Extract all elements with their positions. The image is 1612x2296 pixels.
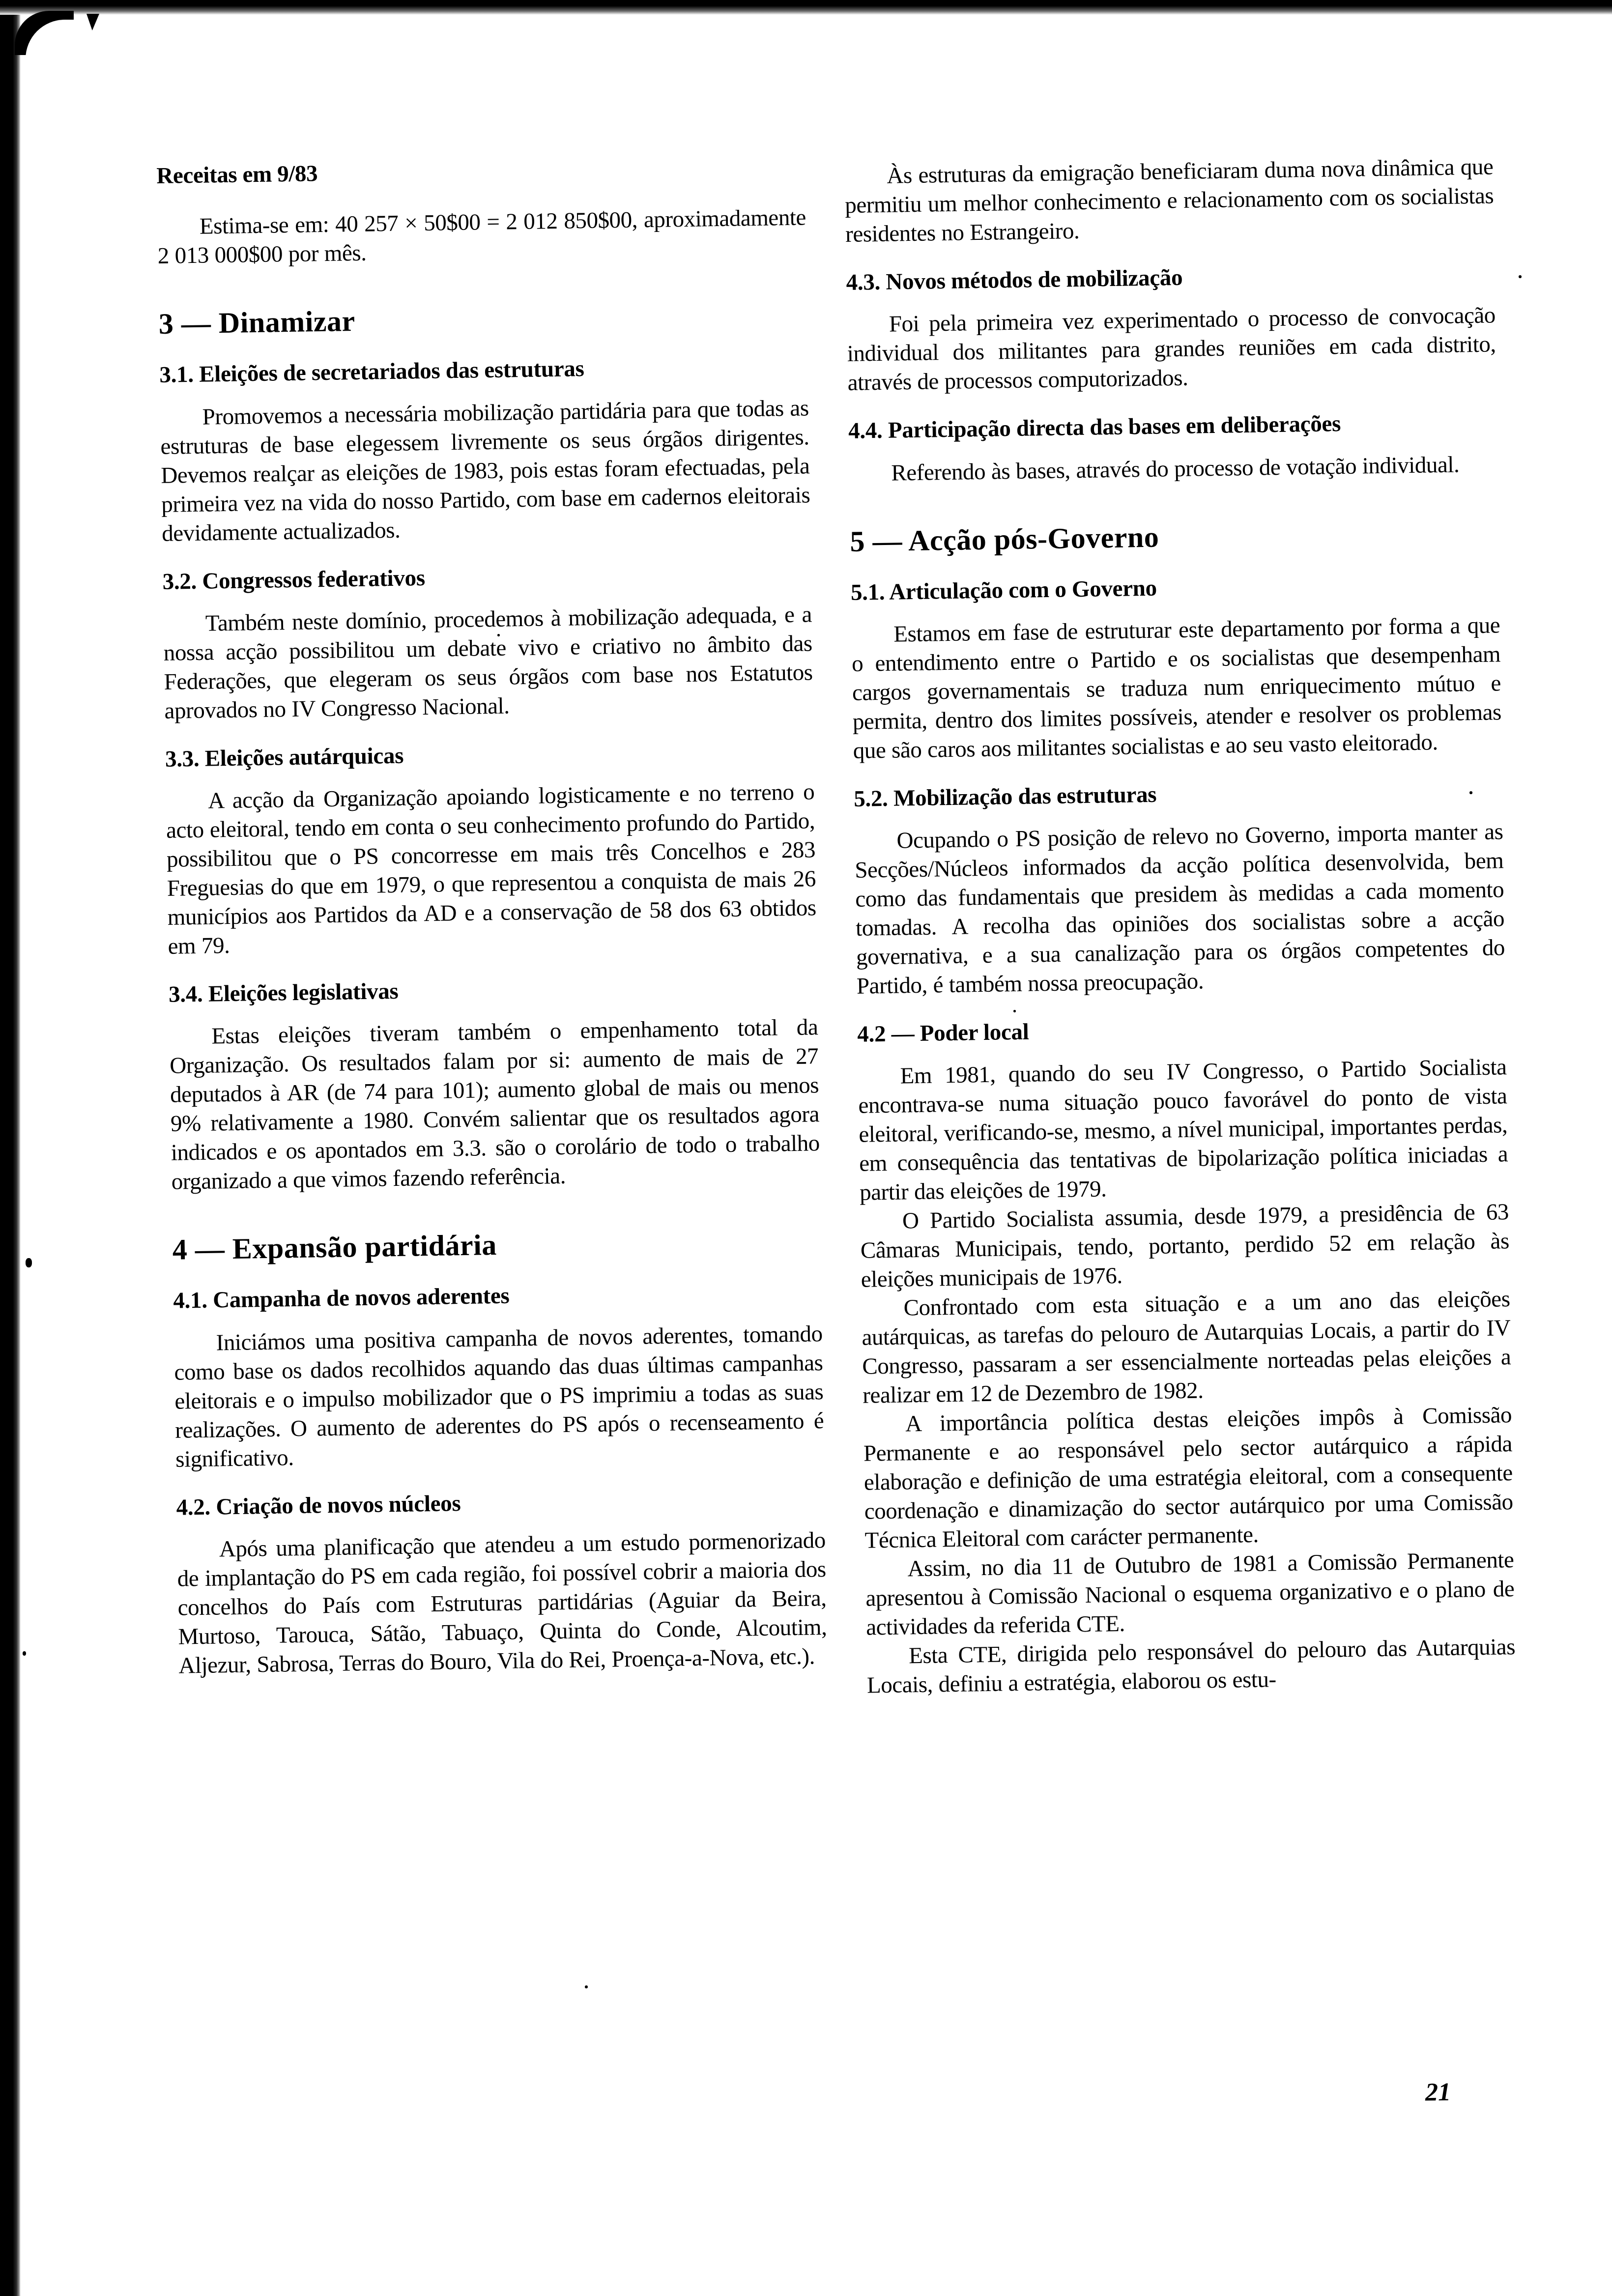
paragraph-3-4: Estas eleições tiveram também o empenhamento total da Organização. Os resultados falam por si: aumento de mais de 27 deputados à AR (de 74 para 101); aumento global de mais ou menos 9% relativamente a 1980. Convém salientar que os resultados agora indicados e os apontados em 3.3. são o corolário de todo o trabalho organizado a que vimos fazendo referência. [169,1014,820,1195]
heading-3-1: 3.1. Eleições de secretariados das estruturas [159,356,584,388]
heading-3-2: 3.2. Congressos federativos [162,565,426,595]
heading-3-3: 3.3. Eleições autárquicas [165,743,404,772]
paragraph-5-1: Estamos em fase de estruturar este departamento por forma a que o entendimento entre o Partido e os socialistas que desempenham cargos governamentais se traduza num enriquecimento mútuo e permita, dentro dos limites possíveis, atender e resolver os problemas que são caros aos militantes socialistas e ao seu vasto eleitorado. [851,612,1502,764]
heading-4-1: 4.1. Campanha de novos aderentes [173,1283,510,1314]
heading-4-2: 4.2. Criação de novos núcleos [176,1490,461,1521]
section-5-title: 5 — Acção pós-Governo [849,520,1159,558]
right-column [844,152,1516,1700]
paragraph-poder-local-2: O Partido Socialista assumia, desde 1979, a presidência de 63 Câmaras Municipais, tendo, portanto, perdido 52 em relação às eleições municipais de 1976. [860,1199,1510,1292]
left-column [156,152,828,1697]
receipts-label: Receitas em 9/83 [156,161,318,189]
heading-4-3: 4.3. Novos métodos de mobilização [846,264,1183,295]
heading-5-2: 5.2. Mobilização das estruturas [853,781,1157,812]
page-number: 21 [1425,2078,1451,2107]
paragraph-4-2: Após uma planificação que atendeu a um estudo pormenorizado de implantação do PS em cada região, foi possível cobrir a maioria dos concelhos do País com Estruturas partidárias (Aguiar da Beira, Murtoso, Tarouca, Sátão, Tabuaço, Quinta do Conde, Alcoutim, Aljezur, Sabrosa, Terras do Bouro, Vila do Rei, Proença-a-Nova, etc.). [177,1527,827,1679]
section-3-title: 3 — Dinamizar [158,305,356,341]
paragraph-poder-local-6: Esta CTE, dirigida pelo responsável do pelouro das Autarquias Locais, definiu a estratégia, elaborou os estu- [866,1634,1516,1698]
heading-4-4: 4.4. Participação directa das bases em deliberações [848,411,1341,444]
paragraph-poder-local-3: Confrontado com esta situação e a um ano das eleições autárquicas, as tarefas do pelouro de Autarquias Locais, a partir do IV Congresso, passaram a ser essencialmente norteadas pelas eleições a realizar em 12 de Dezembro de 1982. [862,1286,1511,1408]
paragraph-emigration: Às estruturas da emigração beneficiaram duma nova dinâmica que permitiu um melhor conhecimento e relacionamento com os socialistas residentes no Estrangeiro. [844,154,1494,247]
heading-4-2-poder-local: 4.2 — Poder local [857,1019,1029,1047]
heading-5-1: 5.1. Articulação com o Governo [850,575,1157,605]
paragraph-4-1: Iniciámos uma positiva campanha de novos aderentes, tomando como base os dados recolhidos aquando das duas últimas campanhas eleitorais e o impulso mobilizador que o PS imprimiu a todas as suas realizações. O aumento de aderentes do PS após o recenseamento é significativo. [174,1320,824,1472]
paragraph-poder-local-5: Assim, no dia 11 de Outubro de 1981 a Comissão Permanente apresentou à Comissão Nacional o esquema organizativo e o plano de actividades da referida CTE. [865,1547,1515,1640]
paragraph-poder-local-4: A importância política destas eleições impôs à Comissão Permanente e ao responsável pelo sector autárquico a rápida elaboração e definição de uma estratégia eleitoral, com a consequente coordenação e dinamização do sector autárquico por uma Comissão Técnica Eleitoral com carácter permanente. [863,1402,1513,1553]
paragraph-4-4: Referendo às bases, através do processo de votação individual. [891,452,1460,486]
heading-3-4: 3.4. Eleições legislativas [168,978,399,1007]
section-4-title: 4 — Expansão partidária [172,1229,497,1266]
paragraph-4-3: Foi pela primeira vez experimentado o processo de convocação individual dos militantes para grandes reuniões em cada distrito, através de processos computorizados. [847,302,1497,396]
paragraph-3-2: Também neste domínio, procedemos à mobilização adequada, e a nossa acção possibilitou um debate vivo e criativo no âmbito das Federações, que elegeram os seus órgãos com base nos Estatutos aprovados no IV Congresso Nacional. [163,602,813,724]
paragraph-poder-local-1: Em 1981, quando do seu IV Congresso, o Partido Socialista encontrava-se numa situação pouco favorável do ponto de vista eleitoral, verificando-se, mesmo, a nível municipal, importantes perdas, em consequência das tentativas de bipolarização política iniciadas a partir das eleições de 1979. [858,1054,1508,1206]
paragraph-5-2: Ocupando o PS posição de relevo no Governo, importa manter as Secções/Núcleos informados da acção política desenvolvida, bem como das fundamentais que presidem às medidas a cada momento tomadas. A recolha das opiniões dos socialistas sobre a acção governativa, e a sua canalização para os órgãos competentes do Partido, é também nossa preocupação. [854,819,1505,999]
paragraph-3-3: A acção da Organização apoiando logisticamente e no terreno o acto eleitoral, tendo em conta o seu conhecimento profundo do Partido, possibilitou que o PS concorresse em mais três Concelhos e 283 Freguesias do que em 1979, o que representou a conquista de mais 26 municípios aos Partidos da AD e a conservação de 58 dos 63 obtidos em 79. [166,779,817,959]
paragraph-3-1: Promovemos a necessária mobilização partidária para que todas as estruturas de base elegessem livremente os seus órgãos dirigentes. Devemos realçar as eleições de 1983, pois estas foram efectuadas, pela primeira vez na vida do nosso Partido, com base em cadernos eleitorais devidamente actualizados. [160,395,810,546]
receipts-paragraph: Estima-se em: 40 257 × 50$00 = 2 012 850$00, aproximadamente 2 013 000$00 por mês. [157,204,806,269]
